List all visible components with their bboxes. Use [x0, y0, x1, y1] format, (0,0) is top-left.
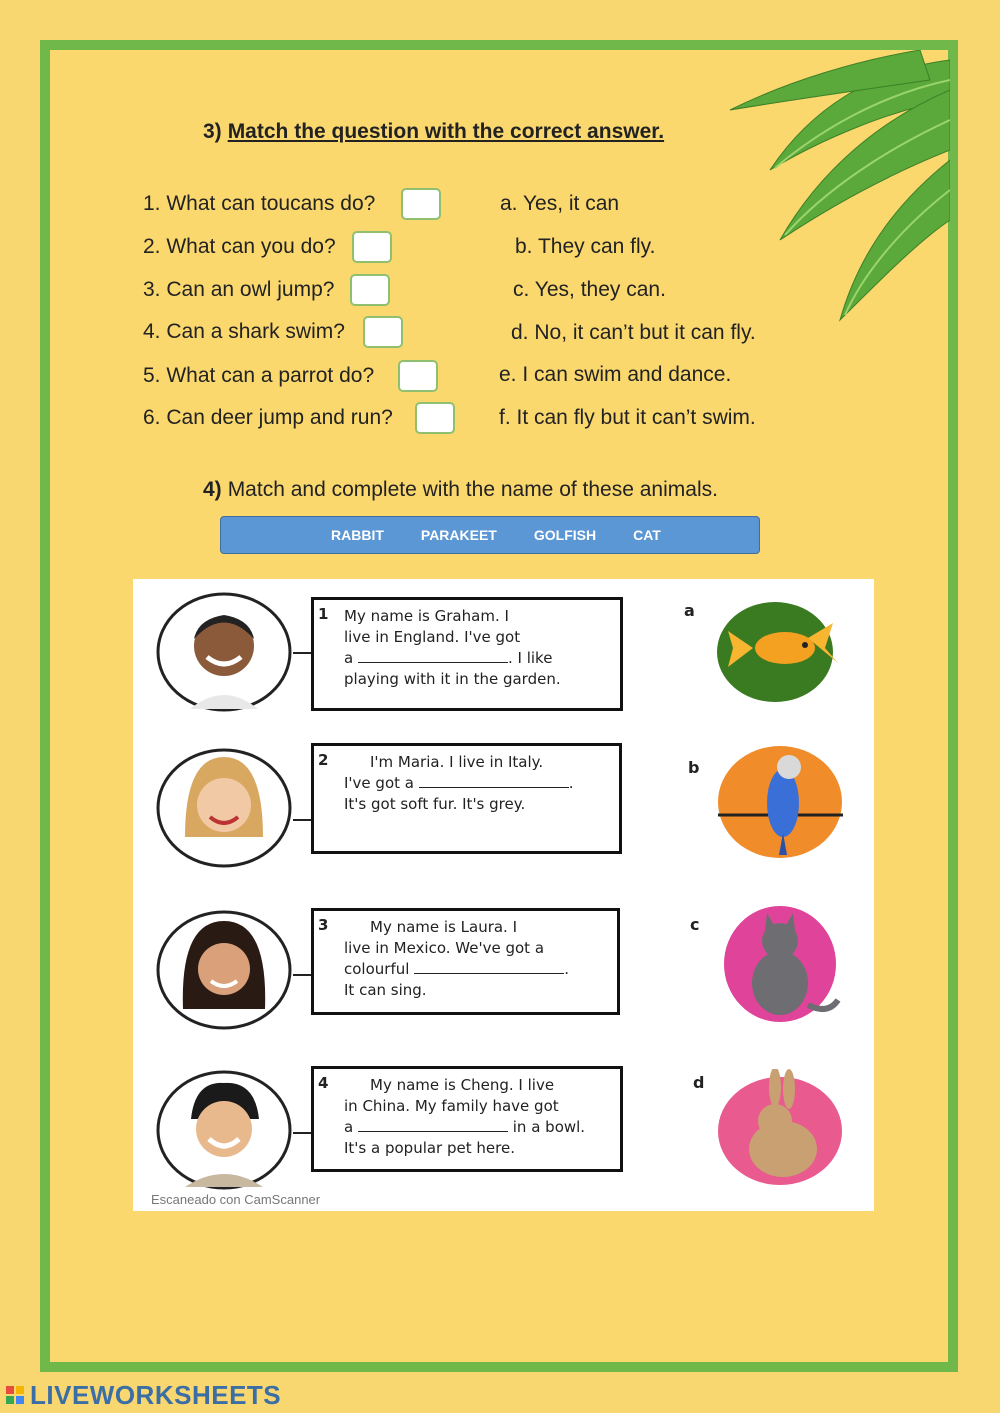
- answer-c: c. Yes, they can.: [513, 278, 666, 301]
- boy-graham-photo: [155, 591, 293, 713]
- blank-line[interactable]: [414, 960, 564, 974]
- blank-line[interactable]: [358, 649, 508, 663]
- parakeet-photo: [713, 743, 848, 861]
- cat-photo: [713, 905, 848, 1023]
- answer-box-6[interactable]: [415, 402, 455, 434]
- word-rabbit: RABBIT: [331, 527, 384, 543]
- answer-box-5[interactable]: [398, 360, 438, 392]
- palm-leaf-decoration: [670, 50, 950, 340]
- connector-line: [293, 652, 311, 654]
- letter-a: a: [684, 601, 695, 620]
- blank-line[interactable]: [419, 774, 569, 788]
- rabbit-photo: [713, 1069, 848, 1187]
- scanned-exercise: [133, 579, 874, 1211]
- question-4: 4. Can a shark swim?: [143, 316, 403, 348]
- text-box-2: 2 I'm Maria. I live in Italy. I've got a . It's got soft fur. It's grey.: [311, 743, 622, 854]
- connector-line: [293, 974, 311, 976]
- answer-e: e. I can swim and dance.: [499, 363, 732, 386]
- section-3-number: 3): [203, 120, 222, 143]
- girl-maria-photo: [155, 747, 293, 869]
- letter-d: d: [693, 1073, 705, 1092]
- letter-b: b: [688, 758, 700, 777]
- answer-b: b. They can fly.: [515, 235, 656, 258]
- letter-c: c: [690, 915, 700, 934]
- liveworksheets-logo-icon: [6, 1384, 26, 1408]
- liveworksheets-logo[interactable]: [6, 1380, 281, 1411]
- word-bank: [220, 516, 760, 554]
- answer-f: f. It can fly but it can’t swim.: [499, 406, 756, 429]
- connector-line: [293, 819, 311, 821]
- section-3-heading: [203, 120, 664, 144]
- text-box-1: 1 My name is Graham. I live in England. I've got a . I like playing with it in the garden.: [311, 597, 623, 711]
- word-parakeet: PARAKEET: [420, 527, 497, 543]
- question-2: 2. What can you do?: [143, 231, 392, 263]
- section-4-number: 4): [203, 478, 222, 501]
- word-golfish: GOLFISH: [533, 527, 597, 543]
- question-6: 6. Can deer jump and run?: [143, 402, 455, 434]
- camscanner-watermark: Escaneado con CamScanner: [151, 1192, 321, 1207]
- answer-d: d. No, it can’t but it can fly.: [511, 321, 756, 344]
- answer-a: a. Yes, it can: [500, 192, 620, 215]
- boy-cheng-photo: [155, 1069, 293, 1191]
- goldfish-photo: [713, 593, 848, 711]
- word-cat: CAT: [633, 527, 661, 543]
- section-4-title: Match and complete with the name of these animals.: [227, 478, 718, 501]
- connector-line: [293, 1132, 311, 1134]
- text-box-4: 4 My name is Cheng. I live in China. My family have got a in a bowl. It's a popular pet here.: [311, 1066, 623, 1172]
- question-5: 5. What can a parrot do?: [143, 360, 438, 392]
- question-3: 3. Can an owl jump?: [143, 274, 390, 306]
- answer-box-4[interactable]: [363, 316, 403, 348]
- logo-text: LIVEWORKSHEETS: [30, 1380, 282, 1410]
- section-3-title: Match the question with the correct answer.: [227, 120, 665, 143]
- girl-laura-photo: [155, 909, 293, 1031]
- blank-line[interactable]: [358, 1118, 508, 1132]
- question-1: 1. What can toucans do?: [143, 188, 441, 220]
- answer-box-3[interactable]: [350, 274, 390, 306]
- section-4-heading: [203, 478, 718, 502]
- answer-box-1[interactable]: [401, 188, 441, 220]
- text-box-3: 3 My name is Laura. I live in Mexico. We've got a colourful . It can sing.: [311, 908, 620, 1015]
- answer-box-2[interactable]: [352, 231, 392, 263]
